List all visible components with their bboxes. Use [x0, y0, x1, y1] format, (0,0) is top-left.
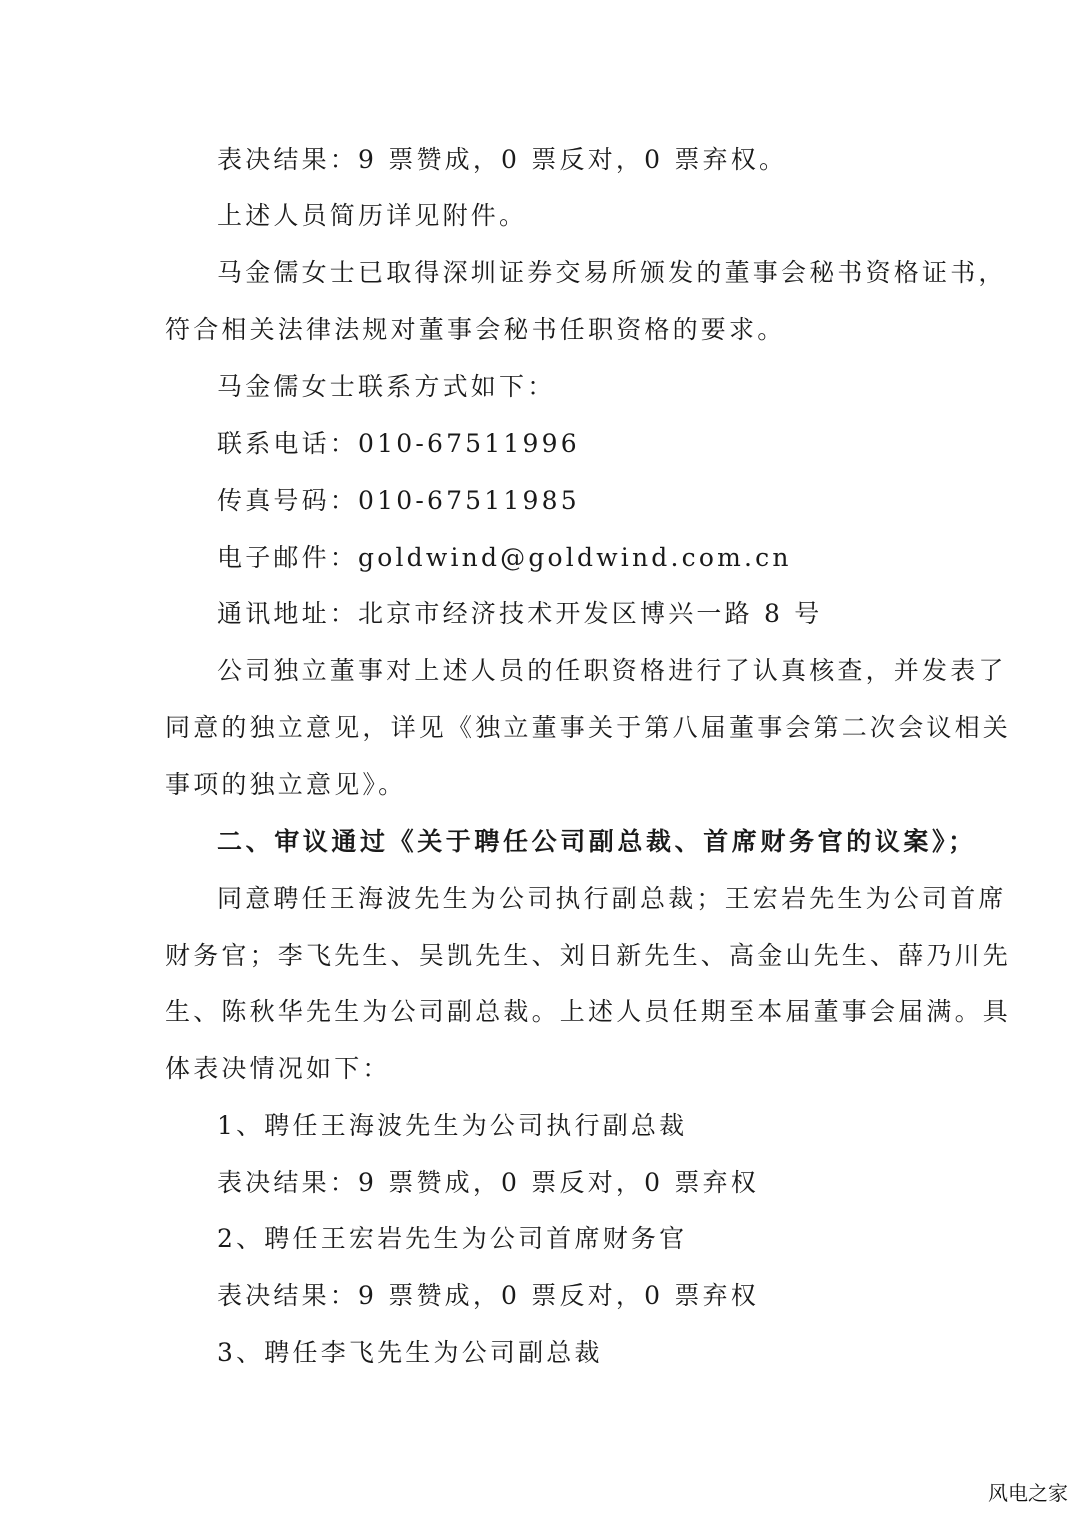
- email-line: 电子邮件：goldwind@goldwind.com.cn: [217, 543, 792, 572]
- paragraph-line: 体表决情况如下：: [165, 1054, 391, 1083]
- address-line: 通讯地址：北京市经济技术开发区博兴一路 8 号: [217, 599, 823, 628]
- phone-line: 联系电话：010-67511996: [217, 429, 580, 458]
- list-item: 3、聘任李飞先生为公司副总裁: [217, 1338, 603, 1367]
- vote-result-line: 表决结果：9 票赞成，0 票反对，0 票弃权。: [217, 145, 788, 174]
- paragraph-line: 同意的独立意见，详见《独立董事关于第八届董事会第二次会议相关: [165, 713, 1012, 742]
- vote-result-line: 表决结果：9 票赞成，0 票反对，0 票弃权: [217, 1281, 759, 1310]
- paragraph-line: 公司独立董事对上述人员的任职资格进行了认真核查，并发表了: [217, 656, 1007, 685]
- paragraph-line: 马金儒女士已取得深圳证券交易所颁发的董事会秘书资格证书，: [217, 258, 1007, 287]
- paragraph-line: 事项的独立意见》。: [165, 770, 407, 799]
- resume-note-line: 上述人员简历详见附件。: [217, 201, 528, 230]
- fax-line: 传真号码：010-67511985: [217, 486, 580, 515]
- paragraph-line: 符合相关法律法规对董事会秘书任职资格的要求。: [165, 315, 786, 344]
- list-item: 1、聘任王海波先生为公司执行副总裁: [217, 1111, 688, 1140]
- section-heading: 二、审议通过《关于聘任公司副总裁、首席财务官的议案》；: [217, 827, 977, 856]
- contact-heading-line: 马金儒女士联系方式如下：: [217, 372, 556, 401]
- paragraph-line: 财务官；李飞先生、吴凯先生、刘日新先生、高金山先生、薛乃川先: [165, 941, 1012, 970]
- paragraph-line: 同意聘任王海波先生为公司执行副总裁；王宏岩先生为公司首席: [217, 884, 1007, 913]
- watermark-text: 风电之家: [988, 1481, 1068, 1505]
- vote-result-line: 表决结果：9 票赞成，0 票反对，0 票弃权: [217, 1168, 759, 1197]
- list-item: 2、聘任王宏岩先生为公司首席财务官: [217, 1224, 688, 1253]
- paragraph-line: 生、陈秋华先生为公司副总裁。上述人员任期至本届董事会届满。具: [165, 997, 1012, 1026]
